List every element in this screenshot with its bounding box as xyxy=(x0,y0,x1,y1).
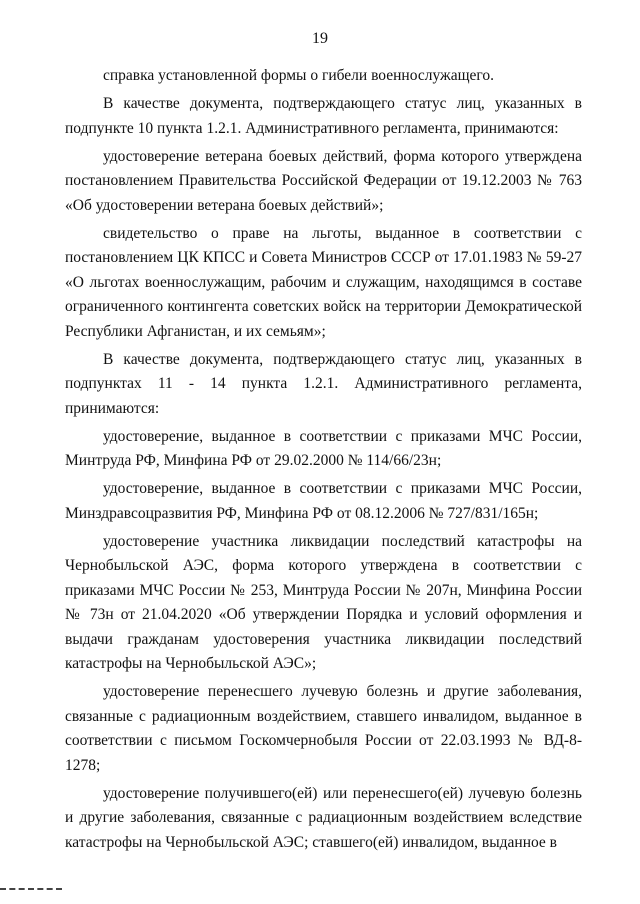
paragraph: удостоверение ветерана боевых действий, форма которого утверждена постановлением Правительства Российской Федерации от 19.12.2003 № 763 «Об удостоверении ветерана боевых действий»; xyxy=(65,147,582,214)
page-number: 19 xyxy=(312,30,328,47)
paragraph: В качестве документа, подтверждающего статус лиц, указанных в подпунктах 11 - 14 пункта 1.2.1. Административного регламента, принимаются: xyxy=(65,350,582,417)
document-body xyxy=(65,64,582,859)
scan-edge-mark xyxy=(0,888,62,892)
paragraph: справка установленной формы о гибели военнослужащего. xyxy=(103,67,494,84)
paragraph: удостоверение перенесшего лучевую болезнь и другие заболевания, связанные с радиационным воздействием, ставшего инвалидом, выданное в соответствии с письмом Госкомчернобыля России от 22.03.1993 № ВД-8-1278; xyxy=(65,683,582,774)
paragraph: В качестве документа, подтверждающего статус лиц, указанных в подпункте 10 пункта 1.2.1. Административного регламента, принимаются: xyxy=(65,95,582,137)
paragraph: свидетельство о праве на льготы, выданное в соответствии с постановлением ЦК КПСС и Совета Министров СССР от 17.01.1983 № 59-27 «О льготах военнослужащим, рабочим и служащим, находящимся в составе ограниченного контингента советских войск на территории Демократической Республики Афганистан, и их семьям»; xyxy=(65,224,582,340)
paragraph: удостоверение получившего(ей) или перенесшего(ей) лучевую болезнь и другие заболевания, связанные с радиационным воздействием вследствие катастрофы на Чернобыльской АЭС; ставшего(ей) инвалидом, выданное в xyxy=(65,784,582,851)
paragraph: удостоверение, выданное в соответствии с приказами МЧС России, Минтруда РФ, Минфина РФ от 29.02.2000 № 114/66/23н; xyxy=(65,427,582,469)
paragraph: удостоверение, выданное в соответствии с приказами МЧС России, Минздравсоцразвития РФ, Минфина РФ от 08.12.2006 № 727/831/165н; xyxy=(65,480,582,522)
paragraph: удостоверение участника ликвидации последствий катастрофы на Чернобыльской АЭС, форма которого утверждена в соответствии с приказами МЧС России № 253, Минтруда России № 207н, Минфина России № 73н от 21.04.2020 «Об утверждении Порядка и условий оформления и выдачи гражданам удостоверения участника ликвидации последствий катастрофы на Чернобыльской АЭС»; xyxy=(65,532,582,672)
